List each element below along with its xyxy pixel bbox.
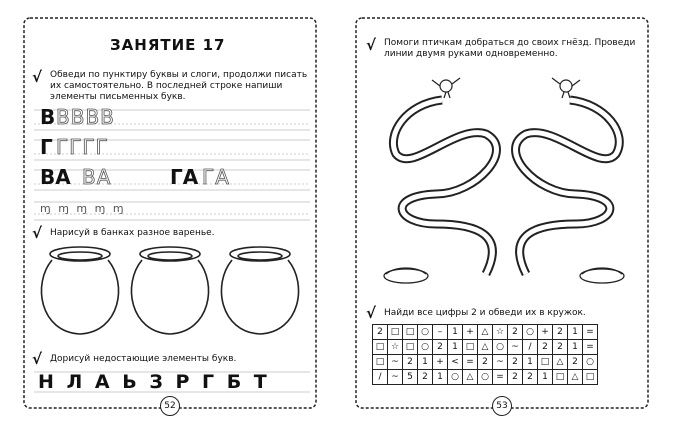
grid-cell[interactable]: △ [553, 355, 568, 370]
nest-left-icon [384, 268, 428, 283]
grid-cell[interactable]: ○ [493, 340, 508, 355]
grid-row [373, 370, 598, 385]
grid-cell[interactable]: △ [463, 370, 478, 385]
grid-cell[interactable]: ○ [418, 340, 433, 355]
grid-cell[interactable]: = [583, 325, 598, 340]
grid-cell[interactable]: / [523, 340, 538, 355]
grid-cell[interactable]: ○ [523, 325, 538, 340]
path-left [393, 100, 496, 274]
grid-cell[interactable]: = [583, 340, 598, 355]
grid-cell[interactable]: 2 [508, 370, 523, 385]
row1-dotted: ВВВВ [56, 105, 115, 129]
page-title: ЗАНЯТИЕ 17 [110, 36, 226, 54]
nest-right-icon [580, 268, 624, 283]
grid-cell[interactable]: 5 [403, 370, 418, 385]
jar-2 [131, 247, 208, 334]
grid-cell[interactable]: + [463, 325, 478, 340]
grid-cell[interactable]: 1 [568, 325, 583, 340]
page-number: 53 [492, 396, 512, 416]
grid-cell[interactable]: 2 [538, 340, 553, 355]
bird-left-icon [432, 78, 460, 98]
maze-paths[interactable] [366, 64, 642, 284]
check-mark: √ [32, 68, 43, 86]
row3-dotted: ВА [82, 165, 112, 189]
grid-cell[interactable]: 1 [433, 370, 448, 385]
grid-cell[interactable]: △ [478, 340, 493, 355]
grid-cell[interactable]: 2 [508, 355, 523, 370]
grid-cell[interactable]: 1 [448, 340, 463, 355]
grid-cell[interactable]: □ [388, 325, 403, 340]
row3-syllable: ВА [40, 165, 71, 189]
row3-dotted2: ГА [202, 165, 230, 189]
grid-cell[interactable]: □ [583, 370, 598, 385]
grid-cell[interactable]: = [463, 355, 478, 370]
grid-cell[interactable]: ☆ [388, 340, 403, 355]
row1-letter: В [40, 105, 56, 129]
grid-cell[interactable]: □ [463, 340, 478, 355]
bird-right-icon [552, 78, 580, 98]
grid-cell[interactable]: = [493, 370, 508, 385]
grid-cell[interactable]: ○ [583, 355, 598, 370]
row3-syllable2: ГА [170, 165, 199, 189]
grid-cell[interactable]: □ [403, 325, 418, 340]
symbol-grid[interactable] [372, 324, 598, 385]
task2-instruction: Найди все цифры 2 и обведи их в кружок. [384, 308, 586, 318]
grid-cell[interactable]: ○ [418, 325, 433, 340]
task2-instruction: Нарисуй в банках разное варенье. [50, 228, 215, 238]
grid-cell[interactable]: □ [538, 355, 553, 370]
incomplete-letters: Н Л А Ь З Р Г Б Т [38, 371, 270, 393]
jar-1 [41, 247, 118, 334]
grid-cell[interactable]: 1 [448, 325, 463, 340]
grid-cell[interactable]: ○ [478, 370, 493, 385]
grid-cell[interactable]: ~ [388, 355, 403, 370]
check-mark: √ [32, 350, 43, 368]
grid-cell[interactable]: – [433, 325, 448, 340]
grid-cell[interactable]: 2 [553, 340, 568, 355]
jar-3 [221, 247, 298, 334]
grid-cell[interactable]: 2 [553, 325, 568, 340]
grid-row [373, 325, 598, 340]
grid-cell[interactable]: △ [478, 325, 493, 340]
page-number: 52 [160, 396, 180, 416]
path-right-inner [516, 100, 620, 274]
grid-cell[interactable]: + [538, 325, 553, 340]
grid-cell[interactable]: 1 [568, 340, 583, 355]
check-mark: √ [32, 224, 43, 242]
grid-cell[interactable]: < [448, 355, 463, 370]
grid-cell[interactable]: 1 [523, 355, 538, 370]
row4-elements: ɱ ɱ ɱ ɱ ɱ [40, 202, 126, 215]
grid-cell[interactable]: 2 [433, 340, 448, 355]
grid-cell[interactable]: 2 [373, 325, 388, 340]
grid-cell[interactable]: ~ [493, 355, 508, 370]
grid-cell[interactable]: ~ [508, 340, 523, 355]
grid-cell[interactable]: ~ [388, 370, 403, 385]
left-page [20, 14, 320, 414]
grid-cell[interactable]: ○ [448, 370, 463, 385]
grid-cell[interactable]: □ [403, 340, 418, 355]
grid-cell[interactable]: 2 [403, 355, 418, 370]
check-mark: √ [366, 36, 377, 54]
grid-cell[interactable]: 2 [418, 370, 433, 385]
path-right [516, 100, 620, 274]
grid-cell[interactable]: □ [373, 340, 388, 355]
task1-instruction: Обведи по пунктиру буквы и слоги, продолжи писать их самостоятельно. В последней строке напиши элементы письменных букв. [50, 70, 308, 102]
row2-letter: Г [40, 135, 53, 159]
grid-cell[interactable]: △ [568, 370, 583, 385]
grid-cell[interactable]: 1 [538, 370, 553, 385]
grid-cell[interactable]: □ [553, 370, 568, 385]
check-mark: √ [366, 304, 377, 322]
grid-cell[interactable]: 2 [478, 355, 493, 370]
jars-drawing[interactable] [38, 244, 302, 340]
grid-cell[interactable]: 2 [508, 325, 523, 340]
path-left-inner [393, 100, 496, 274]
grid-cell[interactable]: + [433, 355, 448, 370]
grid-cell[interactable]: / [373, 370, 388, 385]
grid-cell[interactable]: □ [373, 355, 388, 370]
right-page [352, 14, 652, 414]
grid-cell[interactable]: 2 [568, 355, 583, 370]
grid-cell[interactable]: 1 [418, 355, 433, 370]
grid-row [373, 355, 598, 370]
grid-row [373, 340, 598, 355]
row2-dotted: ГГГГ [56, 135, 109, 159]
grid-cell[interactable]: ☆ [493, 325, 508, 340]
task1-instruction: Помоги птичкам добраться до своих гнёзд. Проведи линии двумя руками одновременно. [384, 38, 636, 59]
grid-cell[interactable]: 2 [523, 370, 538, 385]
task3-instruction: Дорисуй недостающие элементы букв. [50, 354, 237, 364]
